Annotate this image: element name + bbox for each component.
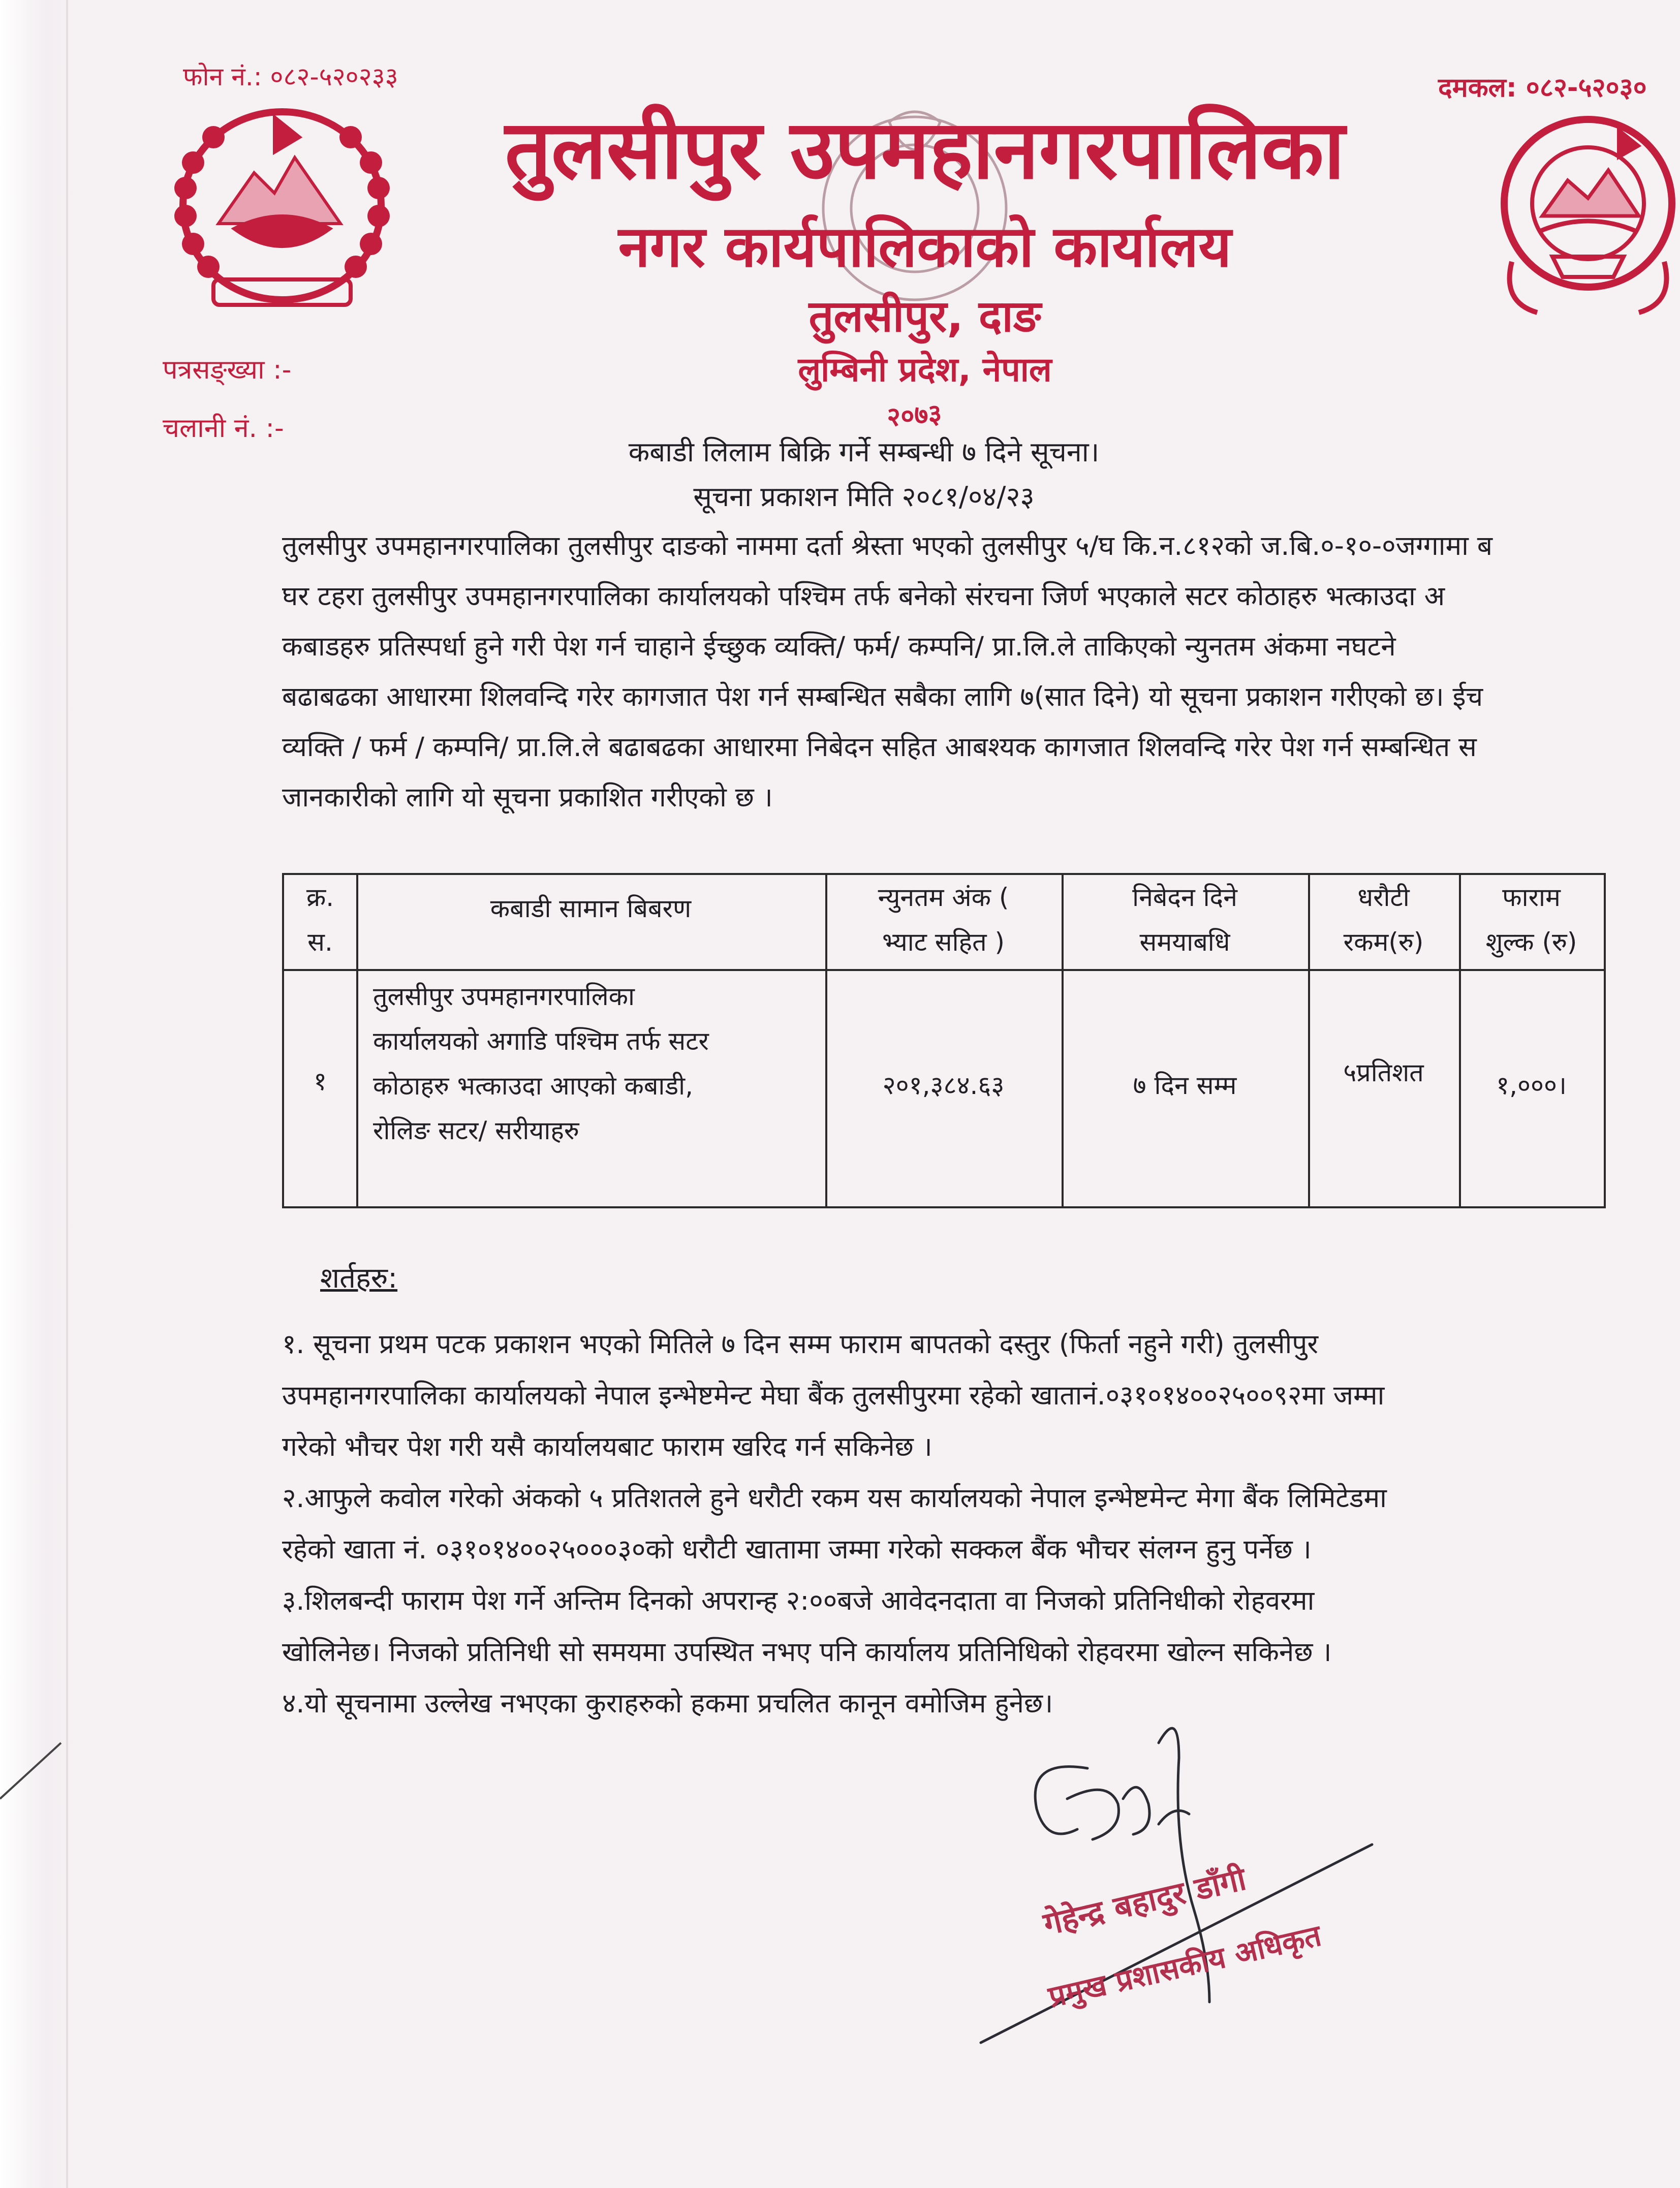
body-line: घर टहरा तुलसीपुर उपमहानगरपालिका कार्यालयको पश्चिम तर्फ बनेको संरचना जिर्ण भएकाले सटर कोठाहरु भत्काउदा अ bbox=[282, 581, 1445, 612]
dispatch-number-label: चलानी नं. :- bbox=[163, 413, 284, 444]
condition-line: खोलिनेछ। निजको प्रतिनिधी सो समयमा उपस्थित नभए पनि कार्यालय प्रतिनिधिको रोहवरमा खोल्न सकिनेछ । bbox=[282, 1637, 1332, 1668]
header-deposit-line: रकम(रु) bbox=[1343, 927, 1424, 957]
row-description-line: रोलिङ सटर/ सरीयाहरु bbox=[373, 1116, 579, 1145]
notice-title: कबाडी लिलाम बिक्रि गर्ने सम्बन्धी ७ दिने सूचना। bbox=[628, 436, 1100, 468]
body-line: तुलसीपुर उपमहानगरपालिका तुलसीपुर दाङको नाममा दर्ता श्रेस्ता भएको तुलसीपुर ५/घ कि.न.८१२को ज.बि.०-१०-०जग्गामा ब bbox=[282, 530, 1493, 561]
condition-line: ३.शिलबन्दी फाराम पेश गर्ने अन्तिम दिनको अपरान्ह २:००बजे आवेदनदाता वा निजको प्रतिनिधीको रोहवरमा bbox=[282, 1585, 1315, 1616]
header-submission-period bbox=[1062, 875, 1308, 964]
body-line: बढाबढका आधारमा शिलवन्दि गरेर कागजात पेश गर्न सम्बन्धित सबैका लागि ७(सात दिने) यो सूचना प्रकाशन गरीएको छ। ईच bbox=[282, 681, 1483, 712]
scan-margin bbox=[0, 0, 76, 2188]
condition-line: उपमहानगरपालिका कार्यालयको नेपाल इन्भेष्टमेन्ट मेघा बैंक तुलसीपुरमा रहेको खातानं.०३१०१४००२५००९२मा जम्मा bbox=[282, 1380, 1385, 1411]
condition-line: रहेको खाता नं. ०३१०१४००२५०००३०को धरौटी खातामा जम्मा गरेको सक्कल बैंक भौचर संलग्न हुनु पर्नेछ । bbox=[282, 1534, 1312, 1565]
header-fee-line: शुल्क (रु) bbox=[1485, 927, 1577, 957]
condition-line: २.आफुले कवोल गरेको अंकको ५ प्रतिशतले हुने धरौटी रकम यस कार्यालयको नेपाल इन्भेष्टमेन्ट मेगा बैंक लिमिटेडमा bbox=[282, 1483, 1387, 1514]
header-serial bbox=[284, 875, 356, 964]
body-line: जानकारीको लागि यो सूचना प्रकाशित गरीएको छ । bbox=[282, 782, 773, 813]
office-name: नगर कार्यपालिकाको कार्यालय bbox=[618, 214, 1232, 280]
header-min-line: न्युनतम अंक ( bbox=[878, 883, 1009, 912]
body-line: कबाडहरु प्रतिस्पर्धा हुने गरी पेश गर्न चाहाने ईच्छुक व्यक्ति/ फर्म/ कम्पनि/ प्रा.लि.ले ताकिएको न्युनतम अंकमा नघटने bbox=[282, 631, 1396, 662]
header-form-fee bbox=[1459, 875, 1604, 964]
office-place: तुलसीपुर, दाङ bbox=[808, 291, 1041, 342]
row-description-line: कोठाहरु भत्काउदा आएको कबाडी, bbox=[373, 1071, 693, 1101]
row-description bbox=[373, 974, 820, 1153]
officer-title-stamp: प्रमुख प्रशासकीय अधिकृत bbox=[1045, 1918, 1325, 2015]
notice-body bbox=[282, 521, 1674, 823]
table-header-divider bbox=[284, 969, 1604, 971]
header-period-line: समयाबधि bbox=[1139, 927, 1230, 957]
conditions-list bbox=[282, 1319, 1674, 1729]
page-edge bbox=[66, 0, 68, 2188]
phone-number: फोन नं.: ०८२-५२०२३३ bbox=[183, 62, 398, 91]
header-serial-line: क्र. bbox=[306, 883, 334, 912]
header-fee-line: फाराम bbox=[1502, 883, 1561, 912]
condition-line: १. सूचना प्रथम पटक प्रकाशन भएको मितिले ७ दिन सम्म फाराम बापतको दस्तुर (फिर्ता नहुने गरी) तुलसीपुर bbox=[282, 1329, 1319, 1360]
margin-pen-mark bbox=[0, 1738, 71, 1809]
office-province: लुम्बिनी प्रदेश, नेपाल bbox=[798, 350, 1052, 389]
header-deposit bbox=[1308, 875, 1459, 964]
header-minimum-amount bbox=[825, 875, 1062, 964]
nepal-emblem-logo bbox=[158, 97, 407, 320]
row-form-fee: १,०००। bbox=[1496, 1071, 1567, 1100]
municipality-name: तुलसीपुर उपमहानगरपालिका bbox=[505, 102, 1345, 197]
body-line: व्यक्ति / फर्म / कम्पनि/ प्रा.लि.ले बढाबढका आधारमा निबेदन सहित आबश्यक कागजात शिलवन्दि गरेर पेश गर्न सम्बन्धित स bbox=[282, 732, 1477, 763]
publication-date: सूचना प्रकाशन मिति २०८१/०४/२३ bbox=[693, 481, 1035, 513]
handwritten-year: २०७३ bbox=[886, 398, 943, 433]
row-deposit: ५प्रतिशत bbox=[1343, 1058, 1424, 1087]
header-min-line: भ्याट सहित ) bbox=[882, 927, 1005, 957]
row-description-line: कार्यालयको अगाडि पश्चिम तर्फ सटर bbox=[373, 1026, 709, 1056]
conditions-heading: शर्तहरु: bbox=[320, 1262, 398, 1295]
header-serial-line: स. bbox=[307, 927, 333, 957]
scrap-items-table bbox=[282, 873, 1606, 1208]
officer-name-stamp: गेहेन्द्र बहादुर डाँगी bbox=[1040, 1860, 1250, 1943]
row-serial: १ bbox=[314, 1067, 327, 1096]
condition-line: ४.यो सूचनामा उल्लेख नभएका कुराहरुको हकमा प्रचलित कानून वमोजिम हुनेछ। bbox=[282, 1688, 1053, 1719]
header-description: कबाडी सामान बिबरण bbox=[490, 894, 692, 923]
row-submission-period: ७ दिन सम्म bbox=[1133, 1071, 1237, 1100]
reference-number-label: पत्रसङ्ख्या :- bbox=[163, 355, 292, 385]
fire-brigade-number: दमकल: ०८२-५२०३० bbox=[1438, 73, 1647, 103]
row-description-line: तुलसीपुर उपमहानगरपालिका bbox=[373, 982, 635, 1011]
row-minimum-amount: २०१,३८४.६३ bbox=[882, 1071, 1005, 1100]
header-period-line: निबेदन दिने bbox=[1132, 883, 1237, 912]
municipality-seal-logo bbox=[1491, 109, 1680, 323]
header-deposit-line: धरौटी bbox=[1357, 883, 1410, 912]
condition-line: गरेको भौचर पेश गरी यसै कार्यालयबाट फाराम खरिद गर्न सकिनेछ । bbox=[282, 1431, 932, 1462]
